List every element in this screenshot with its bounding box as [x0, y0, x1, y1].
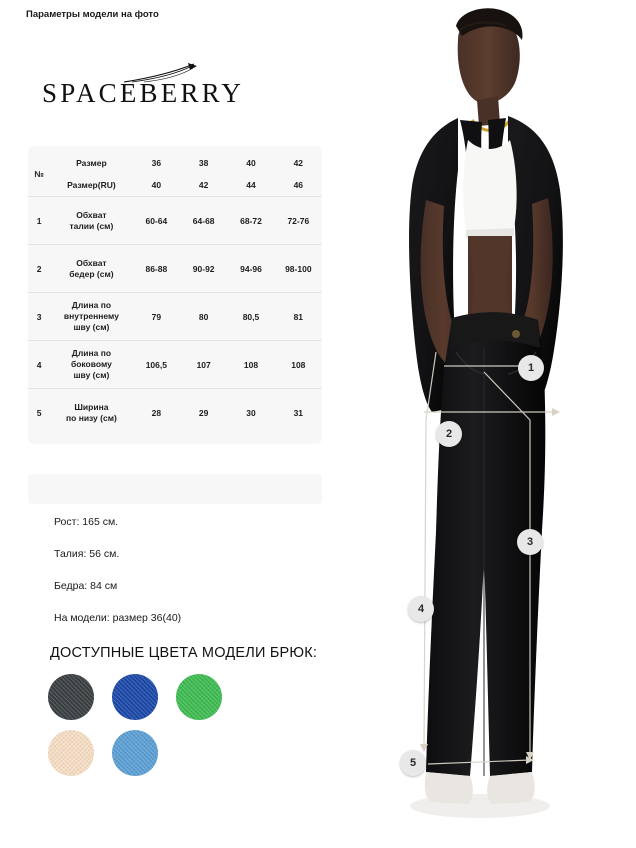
num-header: № — [34, 169, 44, 179]
color-swatch-blue[interactable] — [112, 674, 158, 720]
table-header-row — [28, 152, 322, 174]
brand-logo — [42, 78, 312, 118]
table-header-row-ru — [28, 174, 322, 197]
row-value: 94-96 — [227, 245, 274, 293]
model-illustration — [340, 0, 636, 848]
model-param-waist: Талия: 56 см. — [54, 548, 120, 560]
color-swatch-cream[interactable] — [48, 730, 94, 776]
model-params-banner — [28, 474, 322, 504]
row-value: 81 — [275, 293, 322, 341]
color-swatch-light-blue[interactable] — [112, 730, 158, 776]
row-value: 29 — [180, 389, 227, 437]
row-value: 80 — [180, 293, 227, 341]
color-swatch-list — [48, 674, 278, 786]
row-label: Длина по боковому шву (см) — [50, 341, 133, 389]
header-size-ru-46: 46 — [293, 180, 304, 190]
brand-name: SPACEBERRY — [42, 78, 245, 108]
header-label-size-ru: Размер(RU) — [67, 179, 116, 190]
header-size-40: 40 — [246, 158, 256, 168]
measure-badge-4: 4 — [408, 596, 434, 622]
table-row — [28, 389, 322, 437]
row-value: 28 — [133, 389, 180, 437]
header-size-ru-44: 44 — [246, 180, 256, 190]
header-size-38: 38 — [198, 158, 209, 168]
fabric-texture-icon — [176, 674, 222, 720]
header-size-ru-40: 40 — [151, 180, 162, 190]
model-params-title: Параметры модели на фото — [26, 9, 159, 20]
row-label: Ширина по низу (см) — [50, 389, 133, 437]
row-value: 108 — [227, 341, 274, 389]
header-label-size: Размер — [76, 157, 107, 168]
row-value: 106,5 — [133, 341, 180, 389]
row-number: 4 — [28, 341, 50, 389]
row-value: 86-88 — [133, 245, 180, 293]
fabric-texture-icon — [48, 730, 94, 776]
model-param-size: На модели: размер 36(40) — [54, 612, 182, 624]
header-size-ru-42: 42 — [198, 180, 209, 190]
row-value: 30 — [227, 389, 274, 437]
available-colors-title: ДОСТУПНЫЕ ЦВЕТА МОДЕЛИ БРЮК: — [50, 645, 318, 661]
model-photo — [340, 0, 636, 848]
row-value: 108 — [275, 341, 322, 389]
row-value: 31 — [275, 389, 322, 437]
row-value: 64-68 — [180, 197, 227, 245]
row-value: 79 — [133, 293, 180, 341]
row-value: 98-100 — [275, 245, 322, 293]
row-number: 3 — [28, 293, 50, 341]
row-value: 90-92 — [180, 245, 227, 293]
header-size-42: 42 — [293, 158, 304, 168]
table-row — [28, 245, 322, 293]
row-label: Обхват талии (см) — [50, 197, 133, 245]
row-label: Длина по внутреннему шву (см) — [50, 293, 133, 341]
measure-badge-2: 2 — [436, 421, 462, 447]
row-value: 107 — [180, 341, 227, 389]
fabric-texture-icon — [112, 674, 158, 720]
model-param-hips: Бедра: 84 см — [54, 580, 118, 592]
table-row — [28, 293, 322, 341]
measure-badge-1: 1 — [518, 355, 544, 381]
row-number: 5 — [28, 389, 50, 437]
model-param-height: Рост: 165 см. — [54, 516, 119, 528]
table-row — [28, 341, 322, 389]
row-value: 80,5 — [227, 293, 274, 341]
row-number: 1 — [28, 197, 50, 245]
row-value: 72-76 — [275, 197, 322, 245]
table-row — [28, 197, 322, 245]
size-table — [28, 146, 322, 444]
color-swatch-green[interactable] — [176, 674, 222, 720]
measure-badge-5: 5 — [400, 750, 426, 776]
color-swatch-graphite[interactable] — [48, 674, 94, 720]
fabric-texture-icon — [112, 730, 158, 776]
header-size-36: 36 — [151, 158, 162, 168]
fabric-texture-icon — [48, 674, 94, 720]
measure-badge-3: 3 — [517, 529, 543, 555]
row-label: Обхват бедер (см) — [50, 245, 133, 293]
row-number: 2 — [28, 245, 50, 293]
row-value: 68-72 — [227, 197, 274, 245]
row-value: 60-64 — [133, 197, 180, 245]
